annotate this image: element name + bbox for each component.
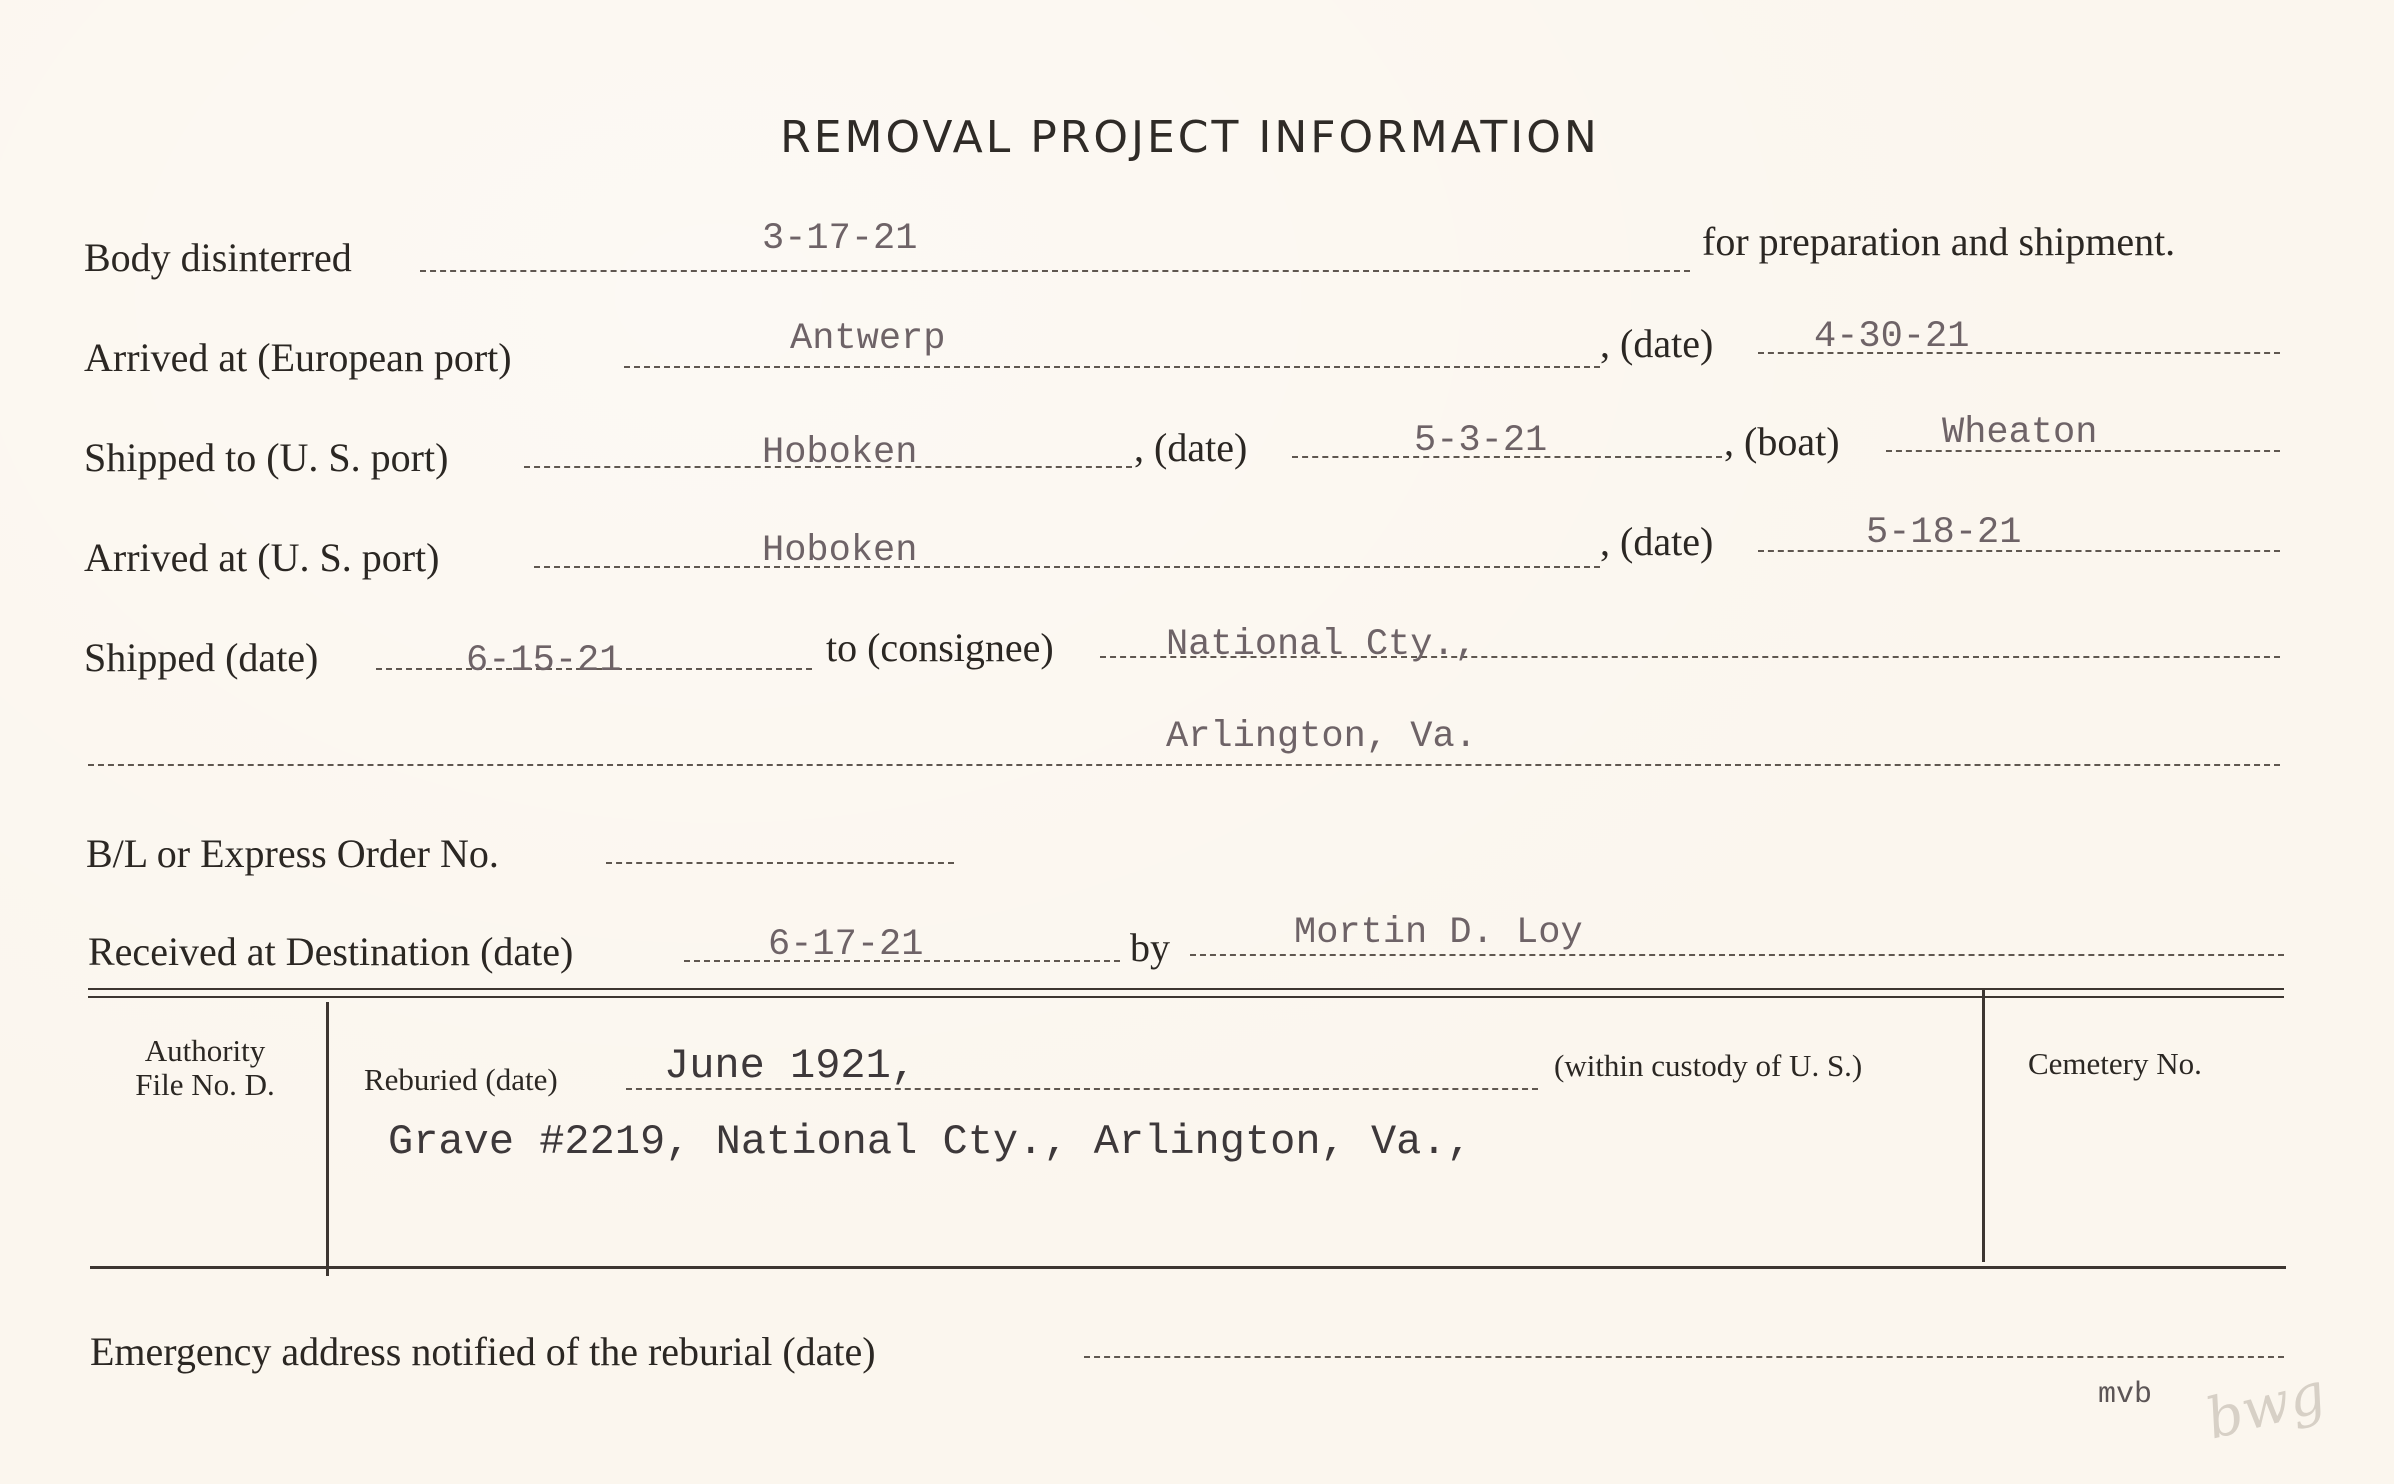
received-by-name: Mortin D. Loy (1294, 912, 1583, 954)
shipped-us-boat-label: , (boat) (1724, 419, 1840, 464)
received-label: Received at Destination (date) (88, 929, 574, 974)
arrived-us-date-label: , (date) (1600, 519, 1714, 564)
custody-note: (within custody of U. S.) (1554, 1048, 1863, 1083)
arrived-european-date-label: , (date) (1600, 321, 1714, 366)
arrived-us-date: 5-18-21 (1866, 512, 2022, 554)
received-by-label: by (1130, 925, 1170, 970)
consignee-label: to (consignee) (826, 625, 1054, 670)
grave-location: Grave #2219, National Cty., Arlington, Va., (388, 1118, 1472, 1166)
arrived-us-port: Hoboken (762, 530, 918, 572)
clerk-initials: mvb (2098, 1378, 2153, 1412)
authority-file-label (112, 1034, 298, 1102)
received-by-line (1190, 954, 2284, 956)
body-disinterred-value: 3-17-21 (762, 218, 918, 260)
consignee-continuation-line (88, 764, 2280, 766)
body-disinterred-label: Body disinterred (84, 235, 352, 280)
arrived-us-label: Arrived at (U. S. port) (84, 535, 440, 580)
box-top-rule-lower (88, 996, 2284, 998)
reburied-label: Reburied (date) (364, 1062, 558, 1097)
body-disinterred-line (420, 270, 1690, 272)
reburied-date: June 1921, (664, 1042, 917, 1090)
consignee-line2: Arlington, Va. (1166, 716, 1477, 758)
card-title: REMOVAL PROJECT INFORMATION (780, 112, 1600, 163)
emergency-line (1084, 1356, 2284, 1358)
bl-order-line (606, 862, 954, 864)
box-divider-right (1982, 990, 1985, 1262)
shipped-us-label: Shipped to (U. S. port) (84, 435, 449, 480)
shipped-us-port: Hoboken (762, 432, 918, 474)
authority-label-line1: Authority (144, 1033, 266, 1068)
pencil-mark: bwg (2199, 1360, 2332, 1453)
box-divider-left (326, 1002, 329, 1276)
box-bottom-rule (90, 1266, 2286, 1269)
consignee-line1: National Cty., (1166, 624, 1477, 666)
cemetery-no-label: Cemetery No. (2028, 1046, 2202, 1081)
shipped-date-label: Shipped (date) (84, 635, 319, 680)
emergency-label: Emergency address notified of the reburial (date) (90, 1329, 876, 1374)
arrived-european-port: Antwerp (790, 318, 946, 360)
received-date: 6-17-21 (768, 924, 924, 966)
bl-order-label: B/L or Express Order No. (86, 831, 499, 876)
box-top-rule-upper (88, 988, 2284, 990)
arrived-us-line (534, 566, 1600, 568)
shipped-us-date-label: , (date) (1134, 425, 1248, 470)
preparation-shipment-text: for preparation and shipment. (1702, 219, 2176, 264)
shipped-us-date: 5-3-21 (1414, 420, 1548, 462)
shipped-us-boat: Wheaton (1942, 412, 2098, 454)
arrived-european-date: 4-30-21 (1814, 316, 1970, 358)
shipped-date-value: 6-15-21 (466, 640, 622, 682)
arrived-european-line (624, 366, 1600, 368)
authority-label-line2: File No. D. (135, 1067, 275, 1102)
arrived-european-label: Arrived at (European port) (84, 335, 512, 380)
